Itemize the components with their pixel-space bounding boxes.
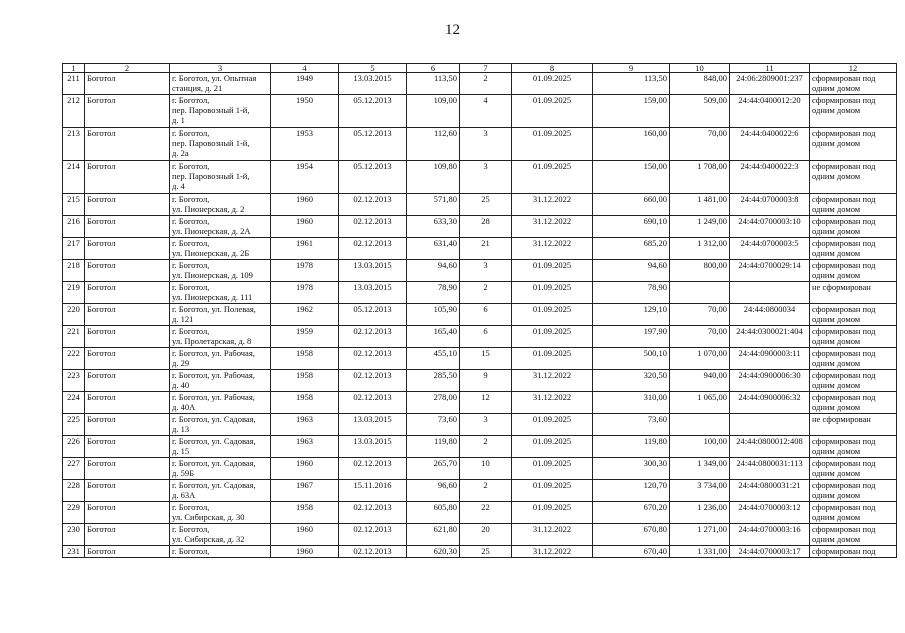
land-area-cell: 70,00 bbox=[670, 326, 730, 348]
area-cell: 94,60 bbox=[407, 260, 460, 282]
address-cell: г. Боготол, ул. Пионерская, д. 2Б bbox=[170, 238, 271, 260]
cadastral-number-cell: 24:44:0900006:30 bbox=[730, 370, 810, 392]
cadastral-number-cell: 24:44:0800031:113 bbox=[730, 458, 810, 480]
year-built-cell: 1950 bbox=[271, 95, 339, 128]
land-status-cell: сформирован под bbox=[810, 546, 897, 558]
land-area-cell: 70,00 bbox=[670, 304, 730, 326]
area-cell: 112,60 bbox=[407, 128, 460, 161]
count-cell: 12 bbox=[460, 392, 512, 414]
date-cell: 02.12.2013 bbox=[339, 194, 407, 216]
table-row bbox=[63, 524, 897, 546]
address-cell: г. Боготол, ул. Садовая, д. 59Б bbox=[170, 458, 271, 480]
table-row bbox=[63, 95, 897, 128]
date-cell: 05.12.2013 bbox=[339, 95, 407, 128]
area-cell: 109,00 bbox=[407, 95, 460, 128]
year-built-cell: 1963 bbox=[271, 414, 339, 436]
area-cell: 78,90 bbox=[407, 282, 460, 304]
date-cell: 02.12.2013 bbox=[339, 370, 407, 392]
address-cell: г. Боготол, ул. Пионерская, д. 2 bbox=[170, 194, 271, 216]
area-cell: 265,70 bbox=[407, 458, 460, 480]
land-status-cell: сформирован под одним домом bbox=[810, 161, 897, 194]
count-cell: 3 bbox=[460, 161, 512, 194]
deadline-cell: 01.09.2025 bbox=[512, 436, 593, 458]
table-row bbox=[63, 502, 897, 524]
land-status-cell: сформирован под одним домом bbox=[810, 480, 897, 502]
date-cell: 02.12.2013 bbox=[339, 524, 407, 546]
deadline-cell: 01.09.2025 bbox=[512, 260, 593, 282]
deadline-cell: 31.12.2022 bbox=[512, 524, 593, 546]
land-area-cell: 1 331,00 bbox=[670, 546, 730, 558]
column-header: 5 bbox=[339, 64, 407, 73]
row-number-cell: 228 bbox=[63, 480, 85, 502]
column-header: 12 bbox=[810, 64, 897, 73]
address-cell: г. Боготол, ул. Рабочая, д. 40 bbox=[170, 370, 271, 392]
address-cell: г. Боготол, ул. Пионерская, д. 109 bbox=[170, 260, 271, 282]
total-area-cell: 120,70 bbox=[593, 480, 670, 502]
municipality-cell: Боготол bbox=[85, 73, 170, 95]
deadline-cell: 31.12.2022 bbox=[512, 238, 593, 260]
row-number-cell: 213 bbox=[63, 128, 85, 161]
cadastral-number-cell: 24:44:0400022:6 bbox=[730, 128, 810, 161]
land-status-cell: сформирован под одним домом bbox=[810, 458, 897, 480]
municipality-cell: Боготол bbox=[85, 128, 170, 161]
date-cell: 02.12.2013 bbox=[339, 392, 407, 414]
cadastral-number-cell: 24:44:0700003:5 bbox=[730, 238, 810, 260]
address-cell: г. Боготол, пер. Паровозный 1-й, д. 2а bbox=[170, 128, 271, 161]
land-area-cell: 1 312,00 bbox=[670, 238, 730, 260]
municipality-cell: Боготол bbox=[85, 392, 170, 414]
table-row bbox=[63, 480, 897, 502]
deadline-cell: 01.09.2025 bbox=[512, 95, 593, 128]
land-status-cell: не сформирован bbox=[810, 282, 897, 304]
address-cell: г. Боготол, ул. Садовая, д. 13 bbox=[170, 414, 271, 436]
area-cell: 605,80 bbox=[407, 502, 460, 524]
cadastral-number-cell bbox=[730, 414, 810, 436]
row-number-cell: 217 bbox=[63, 238, 85, 260]
land-area-cell: 848,00 bbox=[670, 73, 730, 95]
count-cell: 25 bbox=[460, 546, 512, 558]
count-cell: 21 bbox=[460, 238, 512, 260]
table-row bbox=[63, 216, 897, 238]
count-cell: 9 bbox=[460, 370, 512, 392]
row-number-cell: 230 bbox=[63, 524, 85, 546]
land-area-cell: 940,00 bbox=[670, 370, 730, 392]
count-cell: 2 bbox=[460, 282, 512, 304]
address-cell: г. Боготол, bbox=[170, 546, 271, 558]
area-cell: 278,00 bbox=[407, 392, 460, 414]
row-number-cell: 221 bbox=[63, 326, 85, 348]
year-built-cell: 1958 bbox=[271, 370, 339, 392]
address-cell: г. Боготол, ул. Садовая, д. 63А bbox=[170, 480, 271, 502]
year-built-cell: 1960 bbox=[271, 216, 339, 238]
municipality-cell: Боготол bbox=[85, 238, 170, 260]
year-built-cell: 1978 bbox=[271, 282, 339, 304]
address-cell: г. Боготол, пер. Паровозный 1-й, д. 4 bbox=[170, 161, 271, 194]
total-area-cell: 670,20 bbox=[593, 502, 670, 524]
date-cell: 13.03.2015 bbox=[339, 282, 407, 304]
area-cell: 571,80 bbox=[407, 194, 460, 216]
municipality-cell: Боготол bbox=[85, 524, 170, 546]
date-cell: 05.12.2013 bbox=[339, 128, 407, 161]
cadastral-number-cell: 24:44:0700029:14 bbox=[730, 260, 810, 282]
date-cell: 05.12.2013 bbox=[339, 161, 407, 194]
column-header: 6 bbox=[407, 64, 460, 73]
table-row bbox=[63, 260, 897, 282]
year-built-cell: 1960 bbox=[271, 194, 339, 216]
cadastral-number-cell: 24:44:0900003:11 bbox=[730, 348, 810, 370]
table-row bbox=[63, 458, 897, 480]
municipality-cell: Боготол bbox=[85, 370, 170, 392]
land-status-cell: сформирован под одним домом bbox=[810, 238, 897, 260]
year-built-cell: 1958 bbox=[271, 502, 339, 524]
total-area-cell: 150,00 bbox=[593, 161, 670, 194]
land-status-cell: не сформирован bbox=[810, 414, 897, 436]
count-cell: 10 bbox=[460, 458, 512, 480]
date-cell: 13.03.2015 bbox=[339, 436, 407, 458]
date-cell: 02.12.2013 bbox=[339, 348, 407, 370]
date-cell: 13.03.2015 bbox=[339, 414, 407, 436]
deadline-cell: 01.09.2025 bbox=[512, 282, 593, 304]
column-header: 8 bbox=[512, 64, 593, 73]
table-row bbox=[63, 73, 897, 95]
count-cell: 3 bbox=[460, 414, 512, 436]
column-header: 1 bbox=[63, 64, 85, 73]
year-built-cell: 1953 bbox=[271, 128, 339, 161]
deadline-cell: 01.09.2025 bbox=[512, 161, 593, 194]
count-cell: 4 bbox=[460, 95, 512, 128]
row-number-cell: 218 bbox=[63, 260, 85, 282]
area-cell: 96,60 bbox=[407, 480, 460, 502]
table-row bbox=[63, 546, 897, 558]
area-cell: 105,90 bbox=[407, 304, 460, 326]
cadastral-number-cell: 24:44:0700003:16 bbox=[730, 524, 810, 546]
total-area-cell: 129,10 bbox=[593, 304, 670, 326]
municipality-cell: Боготол bbox=[85, 282, 170, 304]
row-number-cell: 219 bbox=[63, 282, 85, 304]
total-area-cell: 73,60 bbox=[593, 414, 670, 436]
area-cell: 109,80 bbox=[407, 161, 460, 194]
address-cell: г. Боготол, ул. Рабочая, д. 40А bbox=[170, 392, 271, 414]
land-area-cell: 70,00 bbox=[670, 128, 730, 161]
deadline-cell: 31.12.2022 bbox=[512, 370, 593, 392]
table-row bbox=[63, 282, 897, 304]
count-cell: 22 bbox=[460, 502, 512, 524]
total-area-cell: 310,00 bbox=[593, 392, 670, 414]
date-cell: 02.12.2013 bbox=[339, 502, 407, 524]
deadline-cell: 01.09.2025 bbox=[512, 414, 593, 436]
area-cell: 620,30 bbox=[407, 546, 460, 558]
cadastral-number-cell: 24:44:0900006:32 bbox=[730, 392, 810, 414]
address-cell: г. Боготол, ул. Рабочая, д. 29 bbox=[170, 348, 271, 370]
total-area-cell: 670,80 bbox=[593, 524, 670, 546]
table-row bbox=[63, 326, 897, 348]
total-area-cell: 300,30 bbox=[593, 458, 670, 480]
table-row bbox=[63, 392, 897, 414]
table-row bbox=[63, 436, 897, 458]
cadastral-number-cell: 24:44:0700003:12 bbox=[730, 502, 810, 524]
row-number-cell: 224 bbox=[63, 392, 85, 414]
date-cell: 13.03.2015 bbox=[339, 260, 407, 282]
municipality-cell: Боготол bbox=[85, 304, 170, 326]
row-number-cell: 222 bbox=[63, 348, 85, 370]
year-built-cell: 1958 bbox=[271, 392, 339, 414]
total-area-cell: 159,00 bbox=[593, 95, 670, 128]
table-body bbox=[63, 73, 897, 558]
land-area-cell: 1 349,00 bbox=[670, 458, 730, 480]
address-cell: г. Боготол, ул. Сибирская, д. 32 bbox=[170, 524, 271, 546]
date-cell: 02.12.2013 bbox=[339, 326, 407, 348]
column-header: 10 bbox=[670, 64, 730, 73]
total-area-cell: 160,00 bbox=[593, 128, 670, 161]
count-cell: 25 bbox=[460, 194, 512, 216]
row-number-cell: 212 bbox=[63, 95, 85, 128]
row-number-cell: 231 bbox=[63, 546, 85, 558]
land-status-cell: сформирован под одним домом bbox=[810, 128, 897, 161]
land-area-cell: 3 734,00 bbox=[670, 480, 730, 502]
municipality-cell: Боготол bbox=[85, 260, 170, 282]
cadastral-number-cell: 24:06:2809001:237 bbox=[730, 73, 810, 95]
area-cell: 113,50 bbox=[407, 73, 460, 95]
deadline-cell: 01.09.2025 bbox=[512, 348, 593, 370]
land-area-cell: 1 271,00 bbox=[670, 524, 730, 546]
deadline-cell: 01.09.2025 bbox=[512, 304, 593, 326]
row-number-cell: 215 bbox=[63, 194, 85, 216]
land-area-cell: 509,00 bbox=[670, 95, 730, 128]
date-cell: 02.12.2013 bbox=[339, 216, 407, 238]
column-header: 9 bbox=[593, 64, 670, 73]
municipality-cell: Боготол bbox=[85, 326, 170, 348]
count-cell: 20 bbox=[460, 524, 512, 546]
table-row bbox=[63, 348, 897, 370]
municipality-cell: Боготол bbox=[85, 502, 170, 524]
land-status-cell: сформирован под одним домом bbox=[810, 524, 897, 546]
total-area-cell: 78,90 bbox=[593, 282, 670, 304]
row-number-cell: 225 bbox=[63, 414, 85, 436]
row-number-cell: 227 bbox=[63, 458, 85, 480]
total-area-cell: 660,00 bbox=[593, 194, 670, 216]
count-cell: 3 bbox=[460, 128, 512, 161]
municipality-cell: Боготол bbox=[85, 194, 170, 216]
municipality-cell: Боготол bbox=[85, 95, 170, 128]
address-cell: г. Боготол, ул. Пролетарская, д. 8 bbox=[170, 326, 271, 348]
land-area-cell: 1 481,00 bbox=[670, 194, 730, 216]
total-area-cell: 320,50 bbox=[593, 370, 670, 392]
cadastral-number-cell: 24:44:0800012:408 bbox=[730, 436, 810, 458]
year-built-cell: 1949 bbox=[271, 73, 339, 95]
date-cell: 02.12.2013 bbox=[339, 546, 407, 558]
total-area-cell: 690,10 bbox=[593, 216, 670, 238]
total-area-cell: 685,20 bbox=[593, 238, 670, 260]
year-built-cell: 1960 bbox=[271, 524, 339, 546]
total-area-cell: 197,90 bbox=[593, 326, 670, 348]
land-status-cell: сформирован под одним домом bbox=[810, 326, 897, 348]
row-number-cell: 226 bbox=[63, 436, 85, 458]
land-area-cell: 1 236,00 bbox=[670, 502, 730, 524]
municipality-cell: Боготол bbox=[85, 216, 170, 238]
deadline-cell: 31.12.2022 bbox=[512, 194, 593, 216]
total-area-cell: 670,40 bbox=[593, 546, 670, 558]
column-header: 11 bbox=[730, 64, 810, 73]
address-cell: г. Боготол, ул. Садовая, д. 15 bbox=[170, 436, 271, 458]
land-area-cell: 1 249,00 bbox=[670, 216, 730, 238]
table-row bbox=[63, 161, 897, 194]
cadastral-number-cell: 24:44:0800034 bbox=[730, 304, 810, 326]
area-cell: 285,50 bbox=[407, 370, 460, 392]
municipality-cell: Боготол bbox=[85, 436, 170, 458]
land-area-cell bbox=[670, 414, 730, 436]
address-cell: г. Боготол, ул. Полевая, д. 121 bbox=[170, 304, 271, 326]
year-built-cell: 1954 bbox=[271, 161, 339, 194]
table-row bbox=[63, 128, 897, 161]
total-area-cell: 119,80 bbox=[593, 436, 670, 458]
count-cell: 2 bbox=[460, 436, 512, 458]
column-header: 2 bbox=[85, 64, 170, 73]
area-cell: 633,30 bbox=[407, 216, 460, 238]
column-header: 4 bbox=[271, 64, 339, 73]
year-built-cell: 1963 bbox=[271, 436, 339, 458]
row-number-cell: 214 bbox=[63, 161, 85, 194]
land-status-cell: сформирован под одним домом bbox=[810, 392, 897, 414]
deadline-cell: 31.12.2022 bbox=[512, 546, 593, 558]
count-cell: 28 bbox=[460, 216, 512, 238]
municipality-cell: Боготол bbox=[85, 414, 170, 436]
year-built-cell: 1958 bbox=[271, 348, 339, 370]
column-header: 3 bbox=[170, 64, 271, 73]
land-area-cell: 100,00 bbox=[670, 436, 730, 458]
cadastral-number-cell: 24:44:0700003:10 bbox=[730, 216, 810, 238]
year-built-cell: 1967 bbox=[271, 480, 339, 502]
municipality-cell: Боготол bbox=[85, 546, 170, 558]
table-row bbox=[63, 370, 897, 392]
land-status-cell: сформирован под одним домом bbox=[810, 502, 897, 524]
date-cell: 02.12.2013 bbox=[339, 238, 407, 260]
area-cell: 73,60 bbox=[407, 414, 460, 436]
year-built-cell: 1962 bbox=[271, 304, 339, 326]
cadastral-number-cell: 24:44:0800031:21 bbox=[730, 480, 810, 502]
land-area-cell: 1 070,00 bbox=[670, 348, 730, 370]
area-cell: 621,80 bbox=[407, 524, 460, 546]
page-number: 12 bbox=[445, 22, 460, 38]
municipality-cell: Боготол bbox=[85, 348, 170, 370]
cadastral-number-cell: 24:44:0400022:3 bbox=[730, 161, 810, 194]
address-cell: г. Боготол, пер. Паровозный 1-й, д. 1 bbox=[170, 95, 271, 128]
address-cell: г. Боготол, ул. Опытная станция, д. 21 bbox=[170, 73, 271, 95]
land-status-cell: сформирован под одним домом bbox=[810, 260, 897, 282]
year-built-cell: 1978 bbox=[271, 260, 339, 282]
count-cell: 3 bbox=[460, 260, 512, 282]
address-cell: г. Боготол, ул. Пионерская, д. 2А bbox=[170, 216, 271, 238]
count-cell: 6 bbox=[460, 326, 512, 348]
municipality-cell: Боготол bbox=[85, 161, 170, 194]
total-area-cell: 500,10 bbox=[593, 348, 670, 370]
land-status-cell: сформирован под одним домом bbox=[810, 348, 897, 370]
land-status-cell: сформирован под одним домом bbox=[810, 216, 897, 238]
year-built-cell: 1961 bbox=[271, 238, 339, 260]
area-cell: 631,40 bbox=[407, 238, 460, 260]
municipality-cell: Боготол bbox=[85, 458, 170, 480]
column-header: 7 bbox=[460, 64, 512, 73]
address-cell: г. Боготол, ул. Сибирская, д. 30 bbox=[170, 502, 271, 524]
table-row bbox=[63, 414, 897, 436]
deadline-cell: 01.09.2025 bbox=[512, 326, 593, 348]
municipality-cell: Боготол bbox=[85, 480, 170, 502]
cadastral-number-cell bbox=[730, 282, 810, 304]
land-area-cell bbox=[670, 282, 730, 304]
land-status-cell: сформирован под одним домом bbox=[810, 95, 897, 128]
column-number-row bbox=[63, 64, 897, 73]
deadline-cell: 01.09.2025 bbox=[512, 480, 593, 502]
date-cell: 05.12.2013 bbox=[339, 304, 407, 326]
land-status-cell: сформирован под одним домом bbox=[810, 304, 897, 326]
table-row bbox=[63, 304, 897, 326]
land-status-cell: сформирован под одним домом bbox=[810, 436, 897, 458]
land-area-cell: 800,00 bbox=[670, 260, 730, 282]
date-cell: 02.12.2013 bbox=[339, 458, 407, 480]
row-number-cell: 211 bbox=[63, 73, 85, 95]
row-number-cell: 229 bbox=[63, 502, 85, 524]
land-status-cell: сформирован под одним домом bbox=[810, 370, 897, 392]
year-built-cell: 1960 bbox=[271, 458, 339, 480]
deadline-cell: 01.09.2025 bbox=[512, 502, 593, 524]
year-built-cell: 1959 bbox=[271, 326, 339, 348]
cadastral-number-cell: 24:44:0300021:404 bbox=[730, 326, 810, 348]
count-cell: 6 bbox=[460, 304, 512, 326]
count-cell: 2 bbox=[460, 73, 512, 95]
deadline-cell: 01.09.2025 bbox=[512, 73, 593, 95]
cadastral-number-cell: 24:44:0700003:17 bbox=[730, 546, 810, 558]
deadline-cell: 01.09.2025 bbox=[512, 128, 593, 161]
housing-registry-table bbox=[62, 63, 897, 558]
deadline-cell: 31.12.2022 bbox=[512, 216, 593, 238]
area-cell: 165,40 bbox=[407, 326, 460, 348]
table-row bbox=[63, 194, 897, 216]
year-built-cell: 1960 bbox=[271, 546, 339, 558]
land-area-cell: 1 065,00 bbox=[670, 392, 730, 414]
row-number-cell: 223 bbox=[63, 370, 85, 392]
land-status-cell: сформирован под одним домом bbox=[810, 73, 897, 95]
count-cell: 15 bbox=[460, 348, 512, 370]
date-cell: 15.11.2016 bbox=[339, 480, 407, 502]
count-cell: 2 bbox=[460, 480, 512, 502]
area-cell: 455,10 bbox=[407, 348, 460, 370]
row-number-cell: 220 bbox=[63, 304, 85, 326]
land-area-cell: 1 708,00 bbox=[670, 161, 730, 194]
cadastral-number-cell: 24:44:0700003:8 bbox=[730, 194, 810, 216]
area-cell: 119,80 bbox=[407, 436, 460, 458]
date-cell: 13.03.2015 bbox=[339, 73, 407, 95]
deadline-cell: 31.12.2022 bbox=[512, 392, 593, 414]
address-cell: г. Боготол, ул. Пионерская, д. 111 bbox=[170, 282, 271, 304]
deadline-cell: 01.09.2025 bbox=[512, 458, 593, 480]
table-row bbox=[63, 238, 897, 260]
total-area-cell: 113,50 bbox=[593, 73, 670, 95]
land-status-cell: сформирован под одним домом bbox=[810, 194, 897, 216]
total-area-cell: 94,60 bbox=[593, 260, 670, 282]
row-number-cell: 216 bbox=[63, 216, 85, 238]
cadastral-number-cell: 24:44:0400012:20 bbox=[730, 95, 810, 128]
